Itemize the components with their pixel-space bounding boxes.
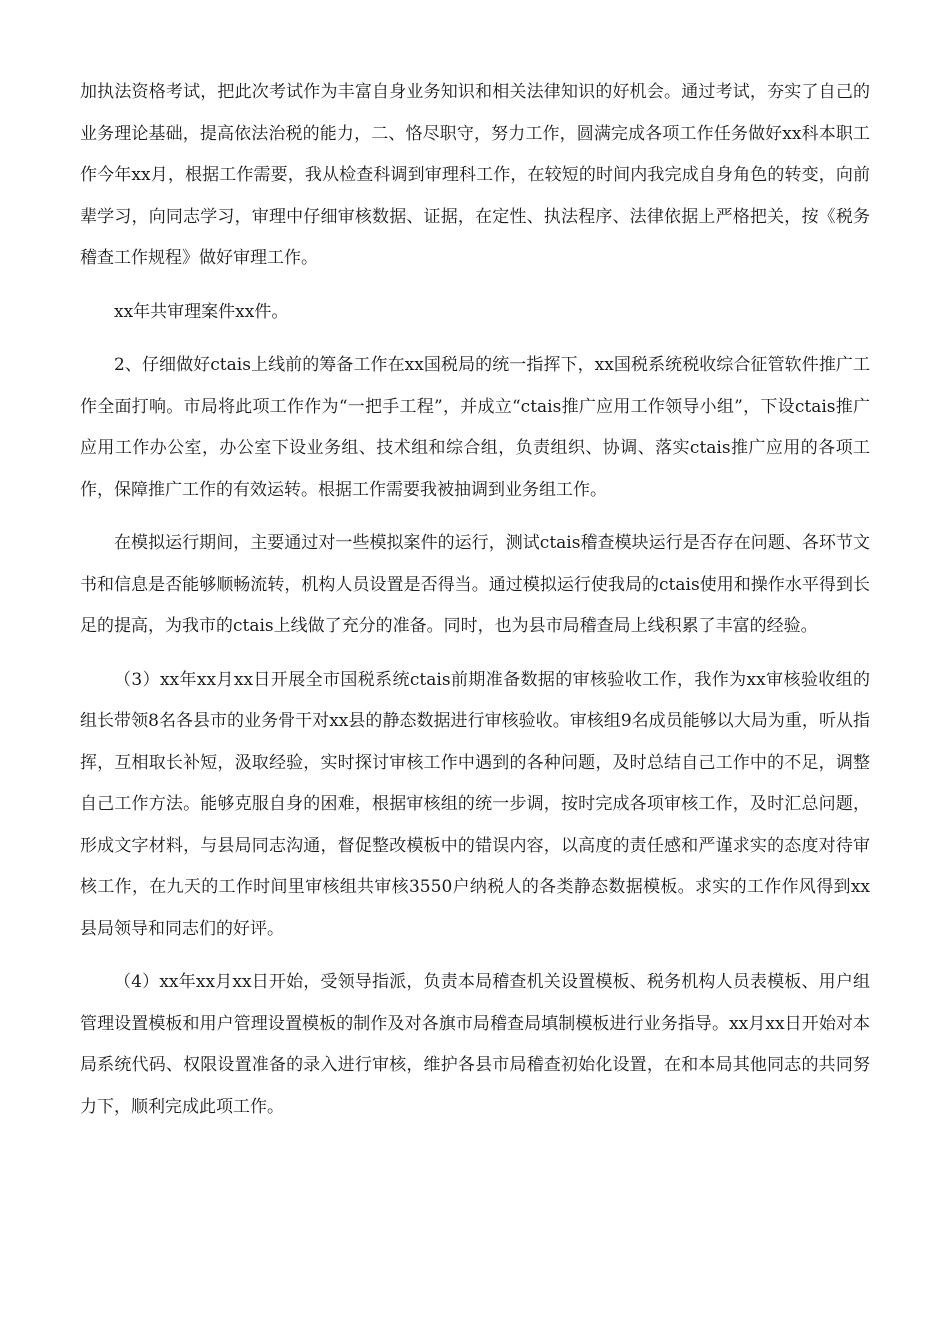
- document-body: [80, 72, 887, 1140]
- paragraph-3: 2、仔细做好ctais上线前的筹备工作在xx国税局的统一指挥下，xx国税系统税收综合征管软件推广工作全面打响。市局将此项工作作为“一把手工程”，并成立“ctais推广应用工作领导小组”，下设ctais推广应用工作办公室，办公室下设业务组、技术组和综合组，负责组织、协调、落实ctais推广应用的各项工作，保障推广工作的有效运转。根据工作需要我被抽调到业务组工作。: [80, 355, 870, 500]
- paragraph-5: （3）xx年xx月xx日开展全市国税系统ctais前期准备数据的审核验收工作，我作为xx审核验收组的组长带领8名各县市的业务骨干对xx县的静态数据进行审核验收。审核组9名成员能够以大局为重，听从指挥，互相取长补短，汲取经验，实时探讨审核工作中遇到的各种问题，及时总结自己工作中的不足，调整自己工作方法。能够克服自身的困难，根据审核组的统一步调，按时完成各项审核工作，及时汇总问题，形成文字材料，与县局同志沟通，督促整改模板中的错误内容，以高度的责任感和严谨求实的态度对待审核工作，在九天的工作时间里审核组共审核3550户纳税人的各类静态数据模板。求实的工作作风得到xx县局领导和同志们的好评。: [80, 669, 870, 939]
- paragraph-6: （4）xx年xx月xx日开始，受领导指派，负责本局稽查机关设置模板、税务机构人员表模板、用户组管理设置模板和用户管理设置模板的制作及对各旗市局稽查局填制模板进行业务指导。xx月xx日开始对本 局系统代码、权限设置准备的录入进行审核，维护各县市局稽查初始化设置，在和本局其他同志的共同努力下，顺利完成此项工作。: [80, 972, 887, 1117]
- paragraph-4: 在模拟运行期间，主要通过对一些模拟案件的运行，测试ctais稽查模块运行是否存在问题、各环节文书和信息是否能够顺畅流转，机构人员设置是否得当。通过模拟运行使我局的ctais使用和操作水平得到长足的提高，为我市的ctais上线做了充分的准备。同时，也为县市局稽查局上线积累了丰富的经验。: [80, 533, 870, 636]
- paragraph-2: xx年共审理案件xx件。: [114, 301, 289, 322]
- paragraph-1: 加执法资格考试，把此次考试作为丰富自身业务知识和相关法律知识的好机会。通过考试，夯实了自己的业务理论基础，提高依法治税的能力，二、恪尽职守，努力工作，圆满完成各项工作任务做好xx科本职工作今年xx月，根据工作需要，我从检查科调到审理科工作，在较短的时间内我完成自身角色的转变，向前辈学习，向同志学习，审理中仔细审核数据、证据，在定性、执法程序、法律依据上严格把关，按《税务稽查工作规程》做好审理工作。: [80, 82, 870, 268]
